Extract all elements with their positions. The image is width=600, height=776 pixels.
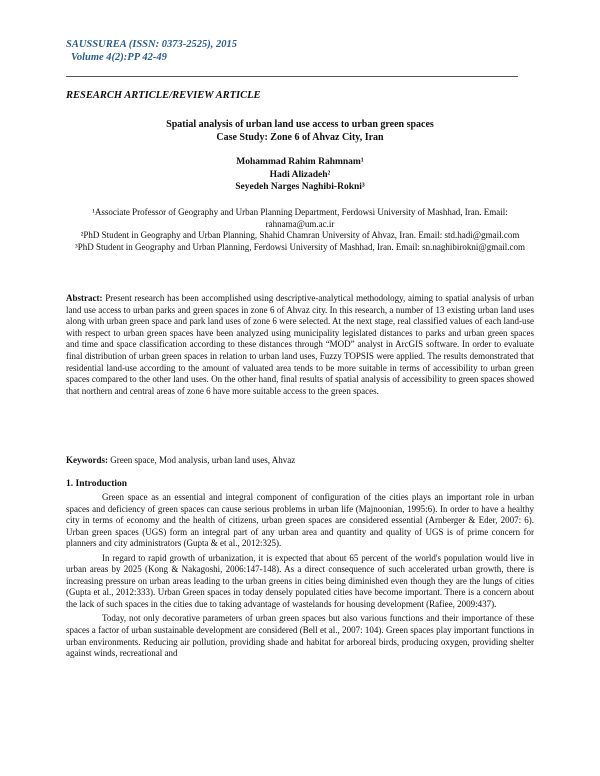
journal-name: SAUSSUREA (ISSN: 0373-2525), 2015: [66, 39, 237, 50]
journal-volume: Volume 4(2):PP 42-49: [71, 52, 167, 63]
paragraph: Green space as an essential and integral component of configuration of the cities plays an important role in urban spaces and deficiency of green spaces can cause serious problems in urban life (Majnoonian, 1995:6). In order to have a healthy city in terms of economy and the health of citizens, urban green spaces are considered essential (Arnberger & Eder, 2007: 6). Urban green spaces (UGS) form an integral part of any urban area and quantity and quality of UGS is of prime concern for planners and city administrators (Gupta & et al., 2012:325).: [66, 492, 534, 549]
keywords-label: Keywords:: [66, 455, 108, 465]
affiliation: ²PhD Student in Geography and Urban Planning, Shahid Chamran University of Ahvaz, Iran. Email: std.hadi@gmail.com: [80, 230, 520, 240]
abstract-text: Present research has been accomplished using descriptive-analytical methodology, aiming to spatial analysis of urban land use access to urban parks and green spaces in zone 6 of Ahvaz city. In this research, a number of 13 existing urban land uses along with urban green space and park land uses of zone 6 were selected. At the next stage, real classified values of each land-use with respect to urban green spaces have been analyzed using municipality legislated distances to parks and urban green spaces and time and space classification according to these distances through “MOD” analyst in ArcGIS software. In order to evaluate final distribution of urban green spaces in relation to urban land uses, Fuzzy TOPSIS were applied. The results demonstrated that residential land-use according to the amount of valuated area tends to be more suitable in terms of accessibility to urban green spaces compared to the other land uses. On the other hand, final results of spatial analysis of accessibility to green spaces showed that northern and central areas of zone 6 have more suitable access to the green spaces.: [66, 293, 534, 396]
abstract: [66, 293, 534, 397]
author-name: Seyedeh Narges Naghibi-Rokni³: [235, 182, 365, 192]
affiliation: ¹Associate Professor of Geography and Urban Planning Department, Ferdowsi University of Mashhad, Iran. Email: rahnama@um.ac.ir: [92, 207, 508, 229]
abstract-label: Abstract:: [66, 293, 103, 303]
author-list: [66, 156, 534, 194]
keywords-text: Green space, Mod analysis, urban land uses, Ahvaz: [108, 455, 296, 465]
journal-header: [66, 38, 237, 64]
section-heading: 1. Introduction: [66, 479, 128, 489]
author-name: Hadi Alizadeh²: [269, 169, 331, 180]
keywords: [66, 455, 534, 467]
affiliations: [66, 207, 534, 253]
title-line-1: Spatial analysis of urban land use access to urban green spaces: [166, 119, 434, 130]
header-divider: [66, 76, 518, 77]
paper-title: [66, 118, 534, 144]
affiliation: ³PhD Student in Geography and Urban Planning, Ferdowsi University of Mashhad, Iran. Email: sn.naghibirokni@gmail.com: [75, 241, 525, 252]
title-line-2: Case Study: Zone 6 of Ahvaz City, Iran: [216, 132, 384, 143]
author-name: Mohammad Rahim Rahmnam¹: [236, 157, 364, 167]
paragraph: In regard to rapid growth of urbanization, it is expected that about 65 percent of the world's population would live in urban areas by 2025 (Kong & Nakagoshi, 2006:147-148). As a direct consequence of such accelerated urban growth, there is increasing pressure on urban areas leading to the urban greens in cities being diminished even though they are the lungs of cities (Gupta et al., 2012:333). Urban Green spaces in today densely populated cities have become important. There is a concern about the lack of such spaces in the cities due to taking advantage of wastelands for housing development (Rafiee, 2009:437).: [66, 552, 534, 609]
introduction-body: [66, 492, 534, 663]
article-type: RESEARCH ARTICLE/REVIEW ARTICLE: [66, 90, 261, 101]
paragraph: Today, not only decorative parameters of urban green spaces but also various functions and their importance of these spaces a factor of urban sustainable development are considered (Bell et al., 2007: 104). Green spaces play important functions in urban environments. Reducing air pollution, providing shade and habitat for arboreal birds, producing oxygen, providing shelter against winds, recreational and: [66, 613, 534, 659]
